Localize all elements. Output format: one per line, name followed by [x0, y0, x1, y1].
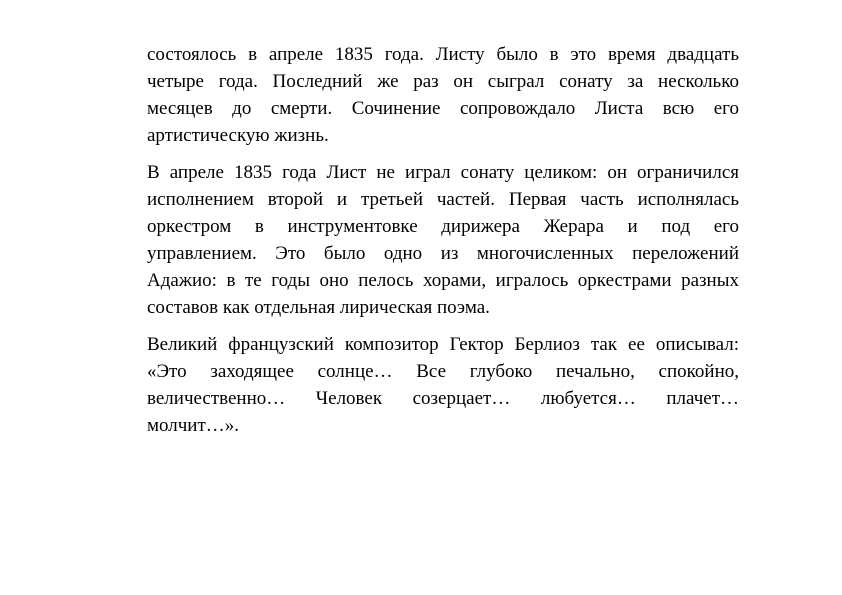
text-line: «Это заходящее солнце… Все глубоко печально, спокойно,	[147, 361, 739, 382]
paragraph-2	[147, 159, 739, 321]
text-line: молчит…».	[147, 415, 240, 436]
text-line: управлением. Это было одно из многочисленных переложений	[147, 243, 739, 264]
text-line: Адажио: в те годы оно пелось хорами, игралось оркестрами разных	[147, 270, 739, 291]
text-line: месяцев до смерти. Сочинение сопровождало Листа всю его	[147, 98, 739, 119]
text-line: исполнением второй и третьей частей. Первая часть исполнялась	[147, 189, 739, 210]
text-line: В апреле 1835 года Лист не играл сонату целиком: он ограничился	[147, 162, 739, 183]
text-line: величественно… Человек созерцает… любуется… плачет…	[147, 388, 739, 409]
text-line: четыре года. Последний же раз он сыграл сонату за несколько	[147, 71, 739, 92]
text-body	[147, 41, 739, 449]
text-line: Великий французский композитор Гектор Берлиоз так ее описывал:	[147, 334, 739, 355]
paragraph-1	[147, 41, 739, 149]
paragraph-3	[147, 331, 739, 439]
text-line: составов как отдельная лирическая поэма.	[147, 297, 490, 318]
text-line: артистическую жизнь.	[147, 125, 329, 146]
text-line: оркестром в инструментовке дирижера Жерара и под его	[147, 216, 739, 237]
text-line: состоялось в апреле 1835 года. Листу было в это время двадцать	[147, 44, 739, 65]
